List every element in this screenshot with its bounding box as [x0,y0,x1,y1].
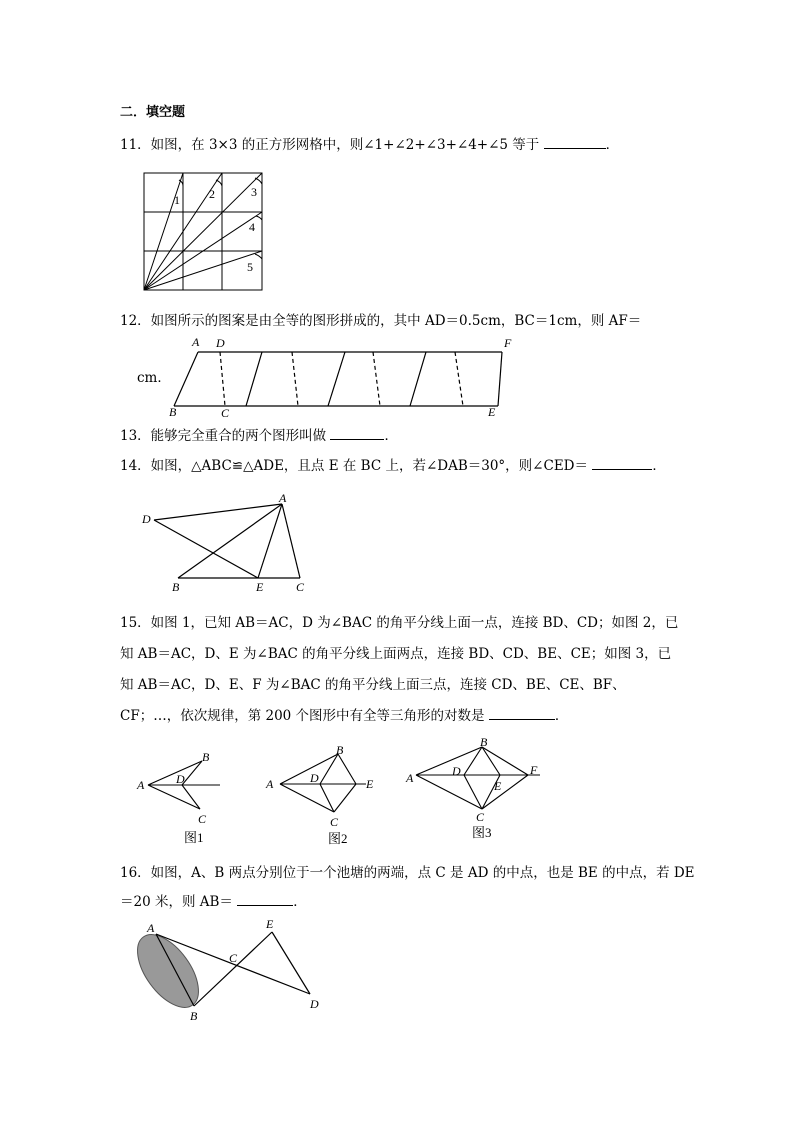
fig1-point-A: A [137,778,145,792]
question-15-line1: 15．如图 1，已知 AB＝AC，D 为∠BAC 的角平分线上面一点，连接 BD、CD；如图 2，已 [120,615,679,631]
fig1-point-D: D [176,772,185,786]
question-13 [120,427,398,445]
ray-5 [144,251,262,290]
question-15-line2: 知 AB＝AC，D、E 为∠BAC 的角平分线上面两点，连接 BD、CD、BE、CE；如图 3，已 [120,646,672,662]
point-B: B [172,580,180,594]
question-11-end: ． [605,137,620,153]
point-E: E [488,405,496,419]
point-C: C [229,951,238,965]
figure-15-2 [262,742,380,846]
question-16-line2-wrap [120,893,307,911]
point-D: D [142,512,151,526]
figure-15-3 [402,734,548,846]
question-14 [120,457,666,475]
point-A: A [192,335,200,349]
point-C: C [221,406,230,420]
fig1-point-B: B [202,750,210,764]
point-B: B [169,405,177,419]
question-12-line1: 12．如图所示的图案是由全等的图形拼成的，其中 AD＝0.5cm，BC＝1cm，则 AF＝ [120,313,642,329]
point-E: E [256,580,264,594]
answer-blank-14[interactable] [592,457,652,470]
answer-blank-13[interactable] [330,427,384,440]
question-13-text: 13．能够完全重合的两个图形叫做 [120,428,327,444]
angle-label-3: 3 [251,185,257,199]
fig2-point-A: A [266,777,274,791]
point-F: F [504,336,512,350]
fig1-caption: 图1 [184,830,204,845]
point-D: D [216,336,225,350]
question-14-end: ． [652,458,666,474]
section-title: 二．填空题 [120,105,186,120]
point-E: E [266,917,274,931]
figure-12-parallelograms [168,336,518,420]
question-14-text: 14．如图，△ABC≌△ADE，且点 E 在 BC 上，若∠DAB＝30°，则∠CED＝ [120,458,589,474]
figure-15-1 [136,745,232,845]
point-A: A [147,921,155,935]
answer-blank-11[interactable] [544,136,606,149]
fig3-point-C: C [476,810,485,824]
fig3-point-F: F [530,763,538,777]
question-16-line1: 16．如图，A、B 两点分别位于一个池塘的两端，点 C 是 AD 的中点，也是 BE 的中点，若 DE [120,865,695,881]
question-15-line3: 知 AB＝AC，D、E、F 为∠BAC 的角平分线上面三点，连接 CD、BE、CE、BF、 [120,677,626,693]
point-D: D [310,997,319,1011]
answer-blank-16[interactable] [237,893,293,906]
fig3-point-E: E [494,779,502,793]
fig3-point-A: A [406,771,414,785]
figure-11-grid [143,172,265,294]
ray-1 [144,173,183,290]
point-C: C [296,580,305,594]
question-16-line2: ＝20 米，则 AB＝ [120,894,233,910]
figure-14-triangles [140,490,310,598]
answer-blank-15[interactable] [489,707,555,720]
fig2-point-E: E [366,777,374,791]
fig1-point-C: C [198,812,207,826]
fig2-point-D: D [310,771,319,785]
figure-16-pond [134,916,330,1026]
fig3-caption: 图3 [472,825,492,840]
fig2-point-C: C [330,815,339,829]
question-15-line4: CF；…，依次规律，第 200 个图形中有全等三角形的对数是 [120,708,485,724]
fig3-point-B: B [480,735,488,749]
fig2-point-B: B [336,743,344,757]
question-16-end: ． [293,894,307,910]
angle-label-1: 1 [174,193,180,207]
question-15-line4-wrap [120,707,568,725]
fig3-point-D: D [452,764,461,778]
question-13-end: ． [384,428,398,444]
angle-label-5: 5 [247,260,253,274]
point-B: B [190,1009,198,1023]
question-11-text: 11．如图，在 3×3 的正方形网格中，则∠1+∠2+∠3+∠4+∠5 等于 [120,137,540,153]
angle-label-2: 2 [209,187,215,201]
question-12-line2: cm． [137,370,171,386]
point-A: A [279,491,287,505]
question-11 [120,136,619,154]
fig2-caption: 图2 [328,831,348,846]
question-15-end: ． [554,708,569,724]
angle-label-4: 4 [249,220,255,234]
ray-3 [144,173,262,290]
